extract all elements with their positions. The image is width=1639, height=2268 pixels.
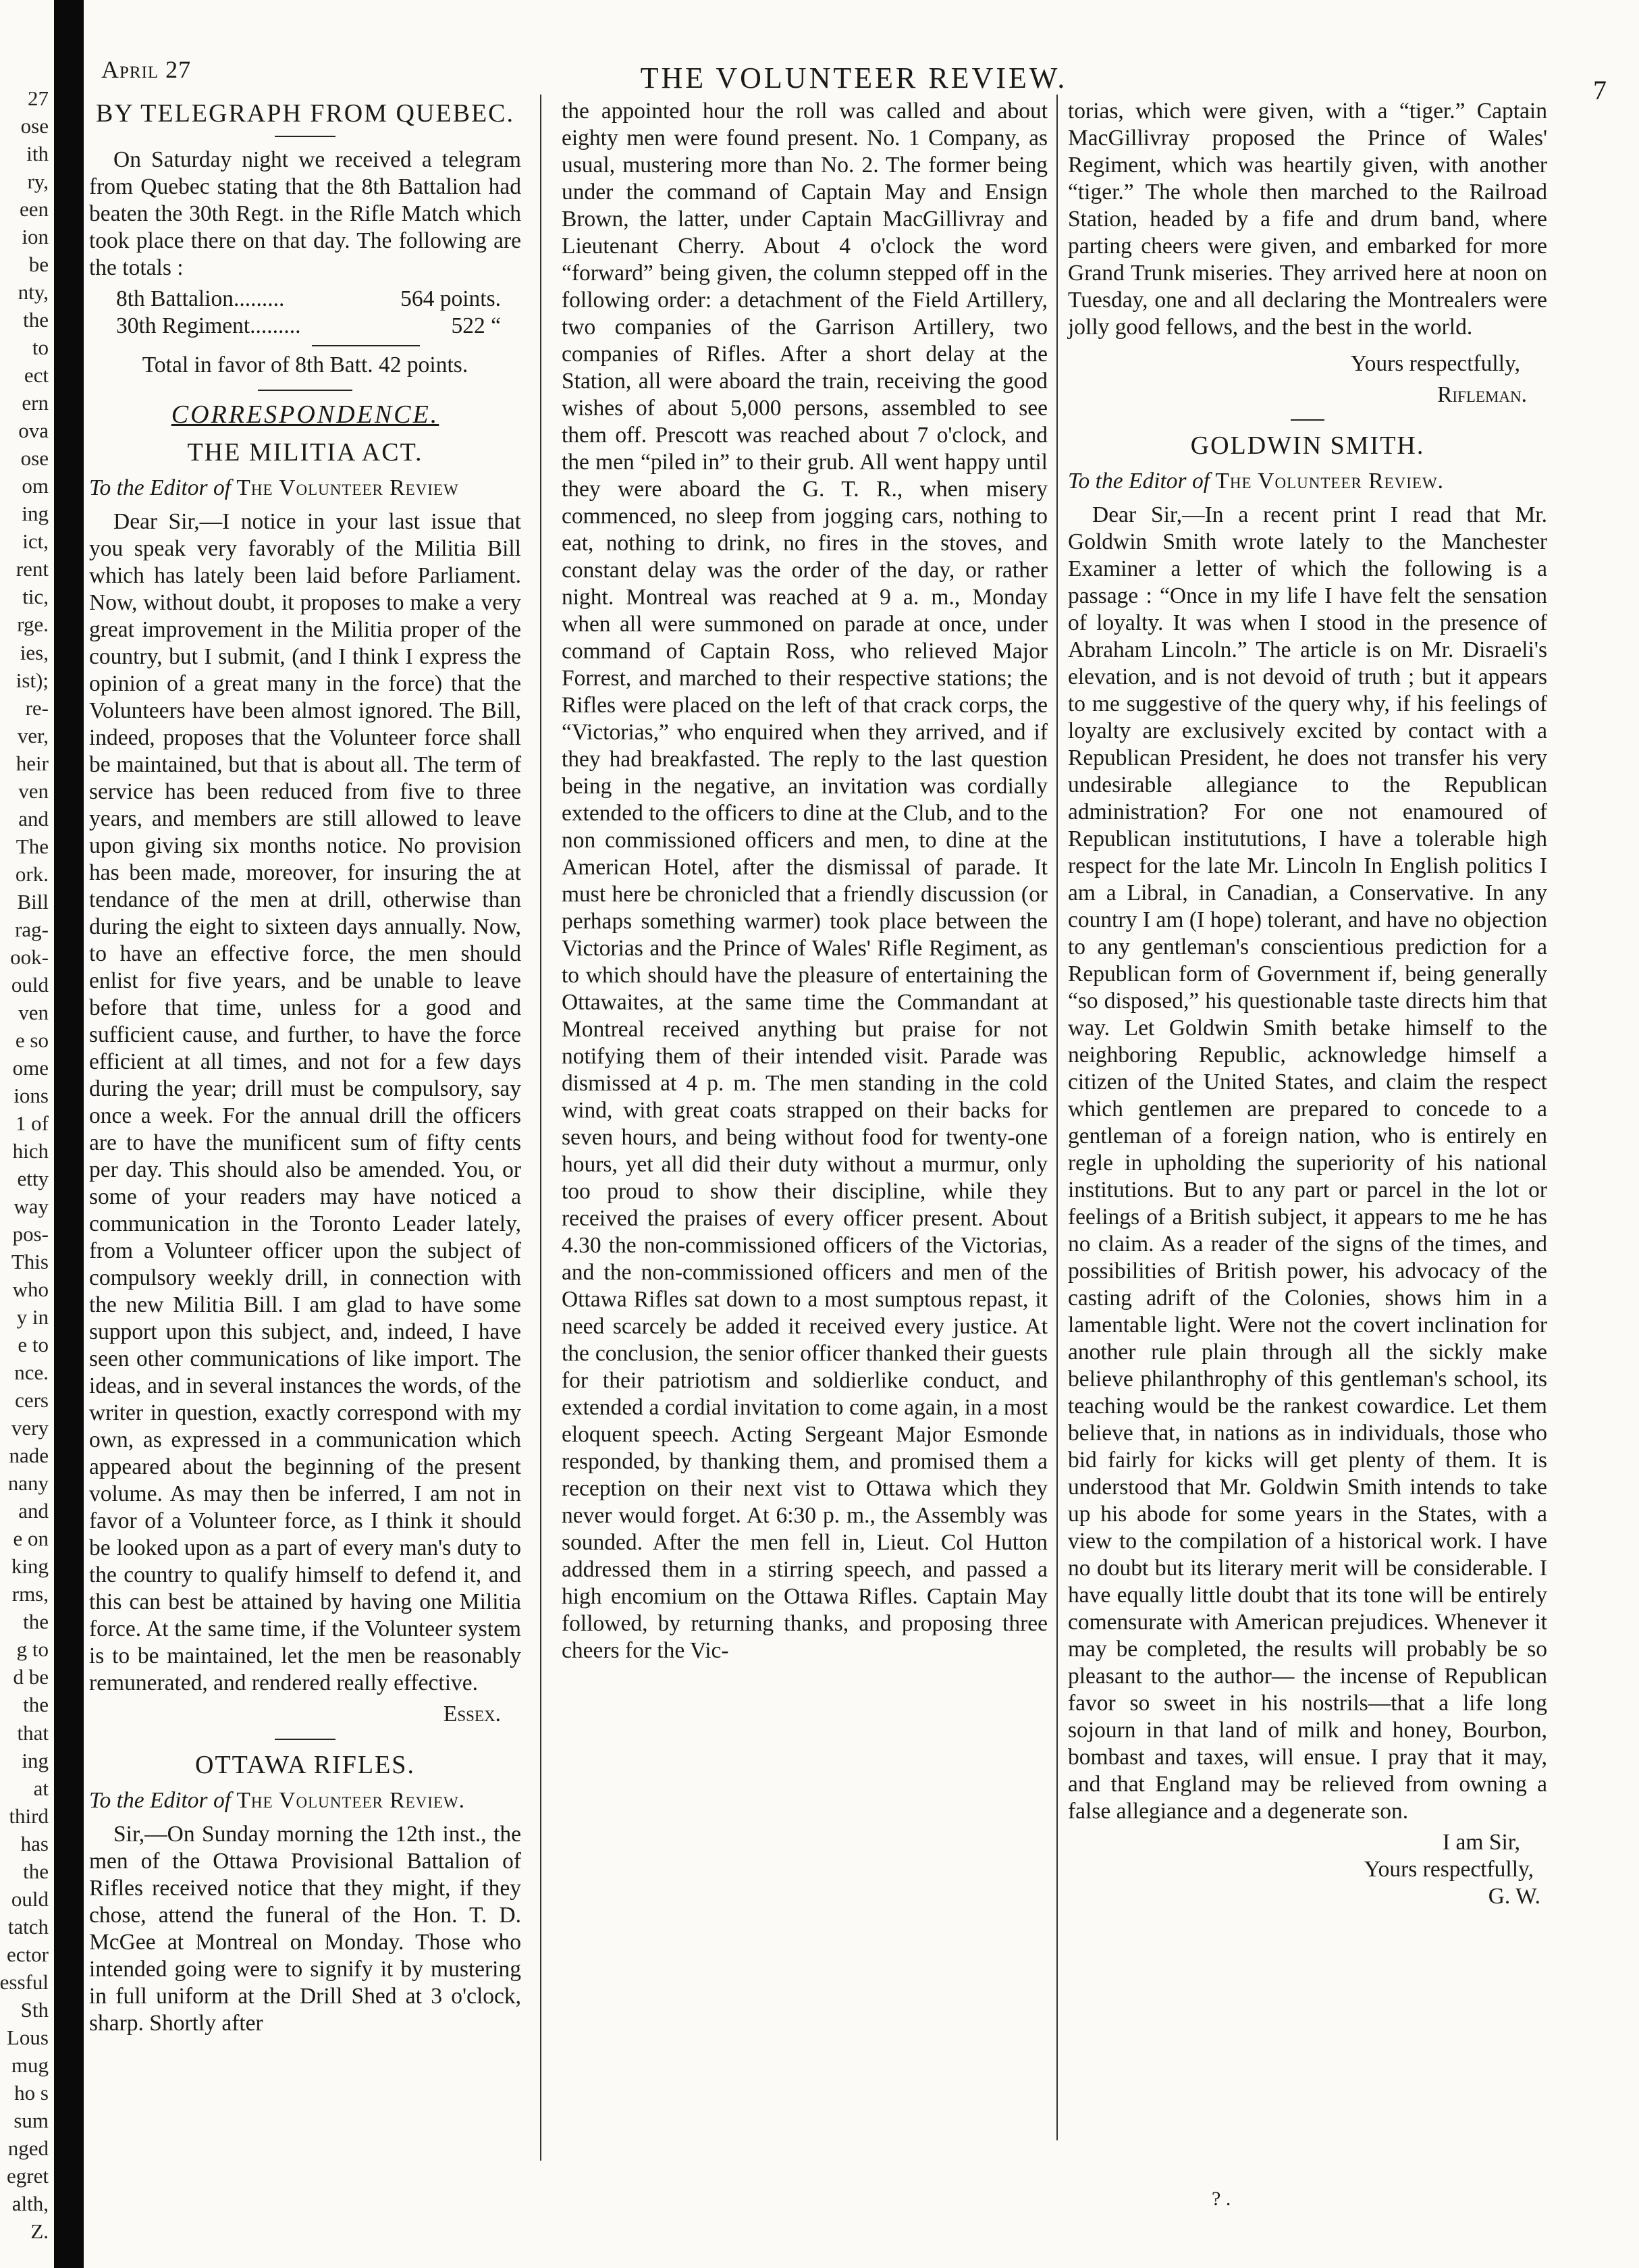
totals-sum: Total in favor of 8th Batt. 42 points. (142, 352, 468, 377)
gutter-fragment: sum (14, 2109, 49, 2132)
gutter-fragment: ho s (14, 2081, 49, 2105)
gutter-fragment: ose (20, 114, 49, 138)
gutter-fragment: ector (7, 1943, 49, 1966)
gutter-fragment: ist); (16, 668, 49, 692)
column-1 (89, 98, 521, 2041)
gutter-fragment: the (23, 1610, 49, 1633)
gutter-fragment: tatch (7, 1915, 49, 1939)
gutter-fragment: mug (11, 2053, 49, 2077)
gutter-fragment: 27 (28, 86, 49, 110)
gutter-fragment: ven (18, 1001, 49, 1024)
gutter-fragment: be (28, 253, 49, 276)
to-editor-line (89, 1787, 521, 1814)
paper-name: The Volunteer Review. (1215, 469, 1445, 494)
to-editor-text: To the Editor of (89, 475, 232, 500)
ottawa-letter-continued: the appointed hour the roll was called and about eighty men were found present. No. 1 Company, as usual, mustering more than No. 2. The former being under the command of Captain May and Ensign Brown, the latter, under Captain MacGillivray and Lieutenant Cherry. About 4 o'clock the word “forward” being given, the column stepped off in the following order: a detachment of the Field Artillery, two companies of the Garrison Artillery, two companies of Rifles. After a short delay at the Station, all were aboard the train, receiving the good wishes of about 5,000 persons, assembled to see them off. Prescott was reached about 7 o'clock, and the men “piled in” to their grub. All went happy until they were aboard the G. T. R., when misery commenced, no sleep from jogging cars, nothing to eat, nothing to drink, no fires in the stoves, and constant delay was the order of the day, or rather night. Montreal was reached at 9 a. m., Monday when all were summoned on parade at once, under command of Captain Ross, who relieved Major Forrest, and marched to their respective stations; the Rifles were placed on the left of that crack corps, the “Victorias,” who enquired when they arrived, and if they had breakfasted. The reply to the last question being in the negative, an invitation was cordially extended to the officers to dine at the Club, and to the non commissioned officers and men, to dine at the American Hotel, after the dismissal of parade. It must here be chronicled that a friendly discussion (or perhaps something warmer) took place between the Victorias and the Prince of Wales' Rifle Regiment, as to which should have the pleasure of entertaining the Ottawaites, at the same time the Commandant at Montreal received anything but praise for not notifying them of their intended visit. Parade was dismissed at 4 p. m. The men standing in the cold wind, with great coats strapped on their backs for seven hours, and being without food for twenty-one hours, yet all did their duty without a murmur, only too proud to show their discipline, while they received the praises of every officer present. About 4.30 the non-commissioned officers of the Victorias, and the non-commissioned officers and men of the Ottawa Rifles sat down to a most sumptous repast, it need scarcely be added it received every justice. At the conclusion, the senior officer thanked their guests for their patriotism and soldierlike conduct, and extended a cordial invitation to come again, in a most eloquent speech. Acting Sergeant Major Esmonde responded, by thanking them, and promised them a reception on their next vist to Ottawa which they never would forget. At 6:30 p. m., the Assembly was sounded. After the men fell in, Lieut. Col Hutton addressed them in a stirring speech, and passed a high encomium on the Ottawa Rifles. Captain May followed, by returning thanks, and proposing three cheers for the Vic- (562, 99, 1048, 1663)
gutter-fragment: cers (15, 1388, 49, 1412)
gutter-fragment: ry, (27, 169, 49, 193)
gutter-fragment: that (17, 1721, 49, 1745)
column-2 (562, 98, 1048, 1668)
binding-shadow (54, 0, 84, 2268)
gutter-fragment: Lous (7, 2026, 49, 2049)
ottawa-letter-body: Sir,—On Sunday morning the 12th inst., the men of the Ottawa Provisional Battalion of Rifles received notice that they might, if they chose, attend the funeral of the Hon. T. D. McGee at Montreal on Monday. Those who intended going were to signify it by mustering in full uniform at the Drill Shed at 3 o'clock, sharp. Shortly after (89, 1822, 521, 2036)
gutter-fragment: way (14, 1194, 49, 1218)
telegraph-heading: BY TELEGRAPH FROM QUEBEC. (95, 99, 515, 128)
gutter-fragment: and (18, 807, 49, 830)
gutter-fragment: 1 of (15, 1111, 49, 1135)
gutter-fragment: ies, (20, 641, 49, 664)
ottawa-heading: OTTAWA RIFLES. (195, 1751, 415, 1779)
totals-value: 522 “ (451, 313, 501, 338)
gutter-fragment: Z. (30, 2219, 49, 2243)
goldwin-letter-body: Dear Sir,—In a recent print I read that Mr. Goldwin Smith wrote lately to the Manchester Examiner a letter of which the following is a passage : “Once in my life I have felt the sensation of loyalty. It was when I stood in the presence of Abraham Lincoln.” The article is on Mr. Disraeli's elevation, and is not devoid of truth ; but it appears to me suggestive of the query why, if his feelings of loyalty are exclusively excited by contact with a Republican President, he does not transfer his very undesirable allegiance to the Republican administration? For one not enamoured of Republican institututions, I have a tolerable high respect for the late Mr. Lincoln In English politics I am a Libral, in Canadian, a Conservative. In any country I am (I hope) tolerant, and have no objection to any gentleman's conscientious prediction for a Republican form of Government if, being generally “so disposed,” his questionable taste directs him that way. Let Goldwin Smith betake himself to the neighboring Republic, acknowledge himself a citizen of the United States, and claim the respect which gentlemen are prepared to concede to a gentleman of a foreign nation, who is entirely en regle in upholding the superiority of his national institutions. But to any part or parcel in the lot or feelings of a British subject, it appears to me he has no claim. As a reader of the signs of the times, and possibilities of British power, his advocacy of the casting adrift of the Colonies, shows him in a lamentable light. Were not the covert inclination for another rule plain through all the sickly make believe philanthrophy of this gentleman's school, its teaching would be the rankest cowardice. Let them believe that, in nations as in individuals, those who bid fairly for kicks will get plenty of them. It is understood that Mr. Goldwin Smith intends to take up his abode for some years in the States, with a view to the compilation of a historical work. I have no doubt but its literary merit will be considerable. I have equally little doubt that its tone will be entirely comensurate with American prejudices. Whenever it may be completed, the results will probably be so pleasant to the author— the incense of Republican favor so sweet in his nostrils—that a life long sojourn in that land of milk and honey, Bourbon, bombast and taxes, will ensue. I pray that it may, and that England may be relieved from owning a false allegiance and a degenerate son. (1068, 502, 1547, 1824)
totals-value: 564 points. (400, 286, 501, 311)
gutter-fragment: rge. (17, 612, 49, 636)
to-editor-line (89, 475, 521, 502)
ottawa-letter-conclusion: torias, which were given, with a “tiger.” Captain MacGillivray proposed the Prince of Wales' Regiment, which was heartily given, with another “tiger.” The whole then marched to the Railroad Station, headed by a fife and drum band, where parting cheers were given, and embarked for more Grand Trunk miseries. They arrived here at noon on Tuesday, one and all declaring the Montrealers were jolly good fellows, and the best in the world. (1068, 99, 1547, 340)
gutter-fragment: The (16, 835, 49, 858)
gutter-fragment: tic, (22, 585, 49, 608)
gutter-fragment: nged (7, 2136, 49, 2160)
gutter-fragment: ith (26, 142, 49, 165)
totals-table (116, 286, 521, 340)
paper-name: The Volunteer Review. (236, 1788, 466, 1813)
gutter-fragment: Bill (17, 890, 49, 914)
gutter-fragment: g to (16, 1637, 49, 1661)
gutter-fragment: ova (18, 419, 49, 442)
paper-name: The Volunteer Review (236, 475, 459, 500)
divider (312, 345, 420, 346)
to-editor-line (1068, 468, 1547, 495)
column-rule-2 (1056, 95, 1058, 2140)
divider (275, 136, 335, 137)
gutter-fragment: ing (22, 1749, 49, 1772)
column-3 (1068, 98, 1547, 1910)
gutter-fragment: y in (16, 1305, 49, 1329)
gutter-fragment: re- (25, 696, 49, 720)
divider (275, 1739, 335, 1740)
gutter-fragment: the (23, 308, 49, 332)
header-page-number: 7 (1593, 75, 1607, 105)
goldwin-heading: GOLDWIN SMITH. (1190, 431, 1425, 460)
gutter-fragment: ould (11, 1887, 49, 1911)
page-header (101, 47, 1607, 105)
rifleman-closing: Yours respectfully, (1350, 351, 1520, 376)
gutter-fragment: ion (22, 225, 49, 248)
gutter-fragment: rms, (11, 1582, 49, 1606)
column-rule-1 (540, 95, 541, 2161)
gutter-fragment: ould (11, 973, 49, 997)
gutter-fragment: very (11, 1416, 49, 1440)
divider (1291, 419, 1324, 421)
gutter-fragment: to (32, 336, 49, 359)
gutter-fragment: third (9, 1804, 49, 1828)
header-date: April 27 (101, 56, 192, 83)
to-editor-text: To the Editor of (1068, 469, 1210, 494)
gutter-fragment: e on (13, 1527, 49, 1550)
totals-label: 30th Regiment......... (116, 313, 301, 338)
gutter-fragment: alth, (11, 2192, 49, 2215)
correspondence-heading: CORRESPONDENCE. (171, 400, 439, 429)
gutter-fragment: ver, (17, 724, 49, 747)
footer-mark: ? . (1212, 2188, 1231, 2210)
gutter-fragment: ict, (22, 529, 49, 553)
gutter-fragment: etty (17, 1167, 49, 1190)
gutter-fragment: Sth (20, 1998, 49, 2022)
gutter-fragment: ook- (10, 945, 49, 969)
gutter-fragment: the (23, 1693, 49, 1716)
gutter-fragment: has (20, 1832, 49, 1855)
gutter-fragment: who (12, 1277, 49, 1301)
to-editor-text: To the Editor of (89, 1788, 232, 1813)
goldwin-closing-2: Yours respectfully, (1364, 1857, 1534, 1882)
telegraph-body: On Saturday night we received a telegram from Quebec stating that the 8th Battalion had beaten the 30th Regt. in the Rifle Match which took place there on that day. The following are the totals : (89, 147, 521, 280)
militia-heading: THE MILITIA ACT. (187, 438, 423, 467)
gutter-fragment: nty, (18, 280, 49, 304)
goldwin-signature: G. W. (1488, 1884, 1540, 1909)
gutter-fragment: ions (14, 1084, 49, 1107)
totals-label: 8th Battalion......... (116, 286, 285, 311)
gutter-fragment: and (18, 1499, 49, 1523)
gutter-fragment: ern (22, 391, 49, 415)
gutter-fragment: egret (7, 2164, 49, 2188)
rifleman-signature: Rifleman. (1437, 382, 1527, 407)
gutter-fragment: at (33, 1776, 49, 1800)
gutter-fragment: om (22, 474, 49, 498)
gutter-fragment: heir (16, 751, 49, 775)
gutter-fragment: e so (15, 1028, 49, 1052)
gutter-fragment: pos- (12, 1222, 49, 1246)
gutter-fragments (0, 0, 54, 2268)
gutter-fragment: essful (0, 1970, 49, 1994)
gutter-fragment: nade (9, 1444, 49, 1467)
gutter-fragment: ose (20, 446, 49, 470)
gutter-fragment: ven (18, 779, 49, 803)
goldwin-closing-1: I am Sir, (1443, 1830, 1520, 1855)
militia-signature: Essex. (443, 1702, 501, 1726)
gutter-fragment: ork. (15, 862, 49, 886)
gutter-fragment: the (23, 1860, 49, 1883)
militia-letter-body: Dear Sir,—I notice in your last issue that you speak very favorably of the Militia Bill which has lately been laid before Parliament. Now, without doubt, it proposes to make a very great improvement in the Militia proper of the country, but I submit, (and I think I express the opinion of a great many in the force) that the Volunteers have been almost ignored. The Bill, indeed, proposes that the Volunteer force shall be maintained, but that is about all. The term of service has been reduced from five to three years, and members are still allowed to leave upon giving six months notice. No provision has been made, moreover, for insuring the at tendance of the men at drill, otherwise than during the eight to sixteen days annually. Now, to have an effective force, the men should enlist for five years, and be unable to leave before that time, unless for a good and sufficient cause, and further, to have the force efficient at all times, and not for a few days during the year; drill must be compulsory, say once a week. For the annual drill the officers are to have the munificent sum of fifty cents per day. This should also be amended. You, or some of your readers may have noticed a communication in the Toronto Leader lately, from a Volunteer officer upon the subject of compulsory weekly drill, in connection with the new Militia Bill. I am glad to have some support upon this subject, and, indeed, I have seen other communications of like import. The ideas, and in several instances the words, of the writer in question, exactly correspond with my own, as expressed in a communication which appeared about the beginning of the present volume. As may then be inferred, I am not in favor of a Volunteer force, as I think it should be looked upon as a part of every man's duty to the country to qualify himself to defend it, and this can best be attained by having one Militia force. At the same time, if the Volunteer system is to be maintained, let the men be reasonably remunerated, and rendered really effective. (89, 509, 521, 1695)
header-title: THE VOLUNTEER REVIEW. (640, 61, 1068, 95)
gutter-fragment: ing (22, 502, 49, 525)
gutter-fragment: hich (12, 1139, 49, 1163)
gutter-fragment: een (19, 197, 49, 221)
ornament-divider (258, 390, 352, 391)
gutter-fragment: e to (18, 1333, 49, 1356)
gutter-fragment: rag- (15, 918, 49, 941)
gutter-fragment: nce. (14, 1361, 49, 1384)
totals-row (116, 286, 521, 313)
gutter-fragment: rent (16, 557, 49, 581)
gutter-fragment: ect (24, 363, 49, 387)
gutter-fragment: king (11, 1554, 49, 1578)
gutter-fragment: ome (12, 1056, 49, 1080)
totals-row (116, 313, 521, 340)
gutter-fragment: This (11, 1250, 49, 1273)
gutter-fragment: nany (7, 1471, 49, 1495)
gutter-fragment: d be (13, 1665, 49, 1689)
